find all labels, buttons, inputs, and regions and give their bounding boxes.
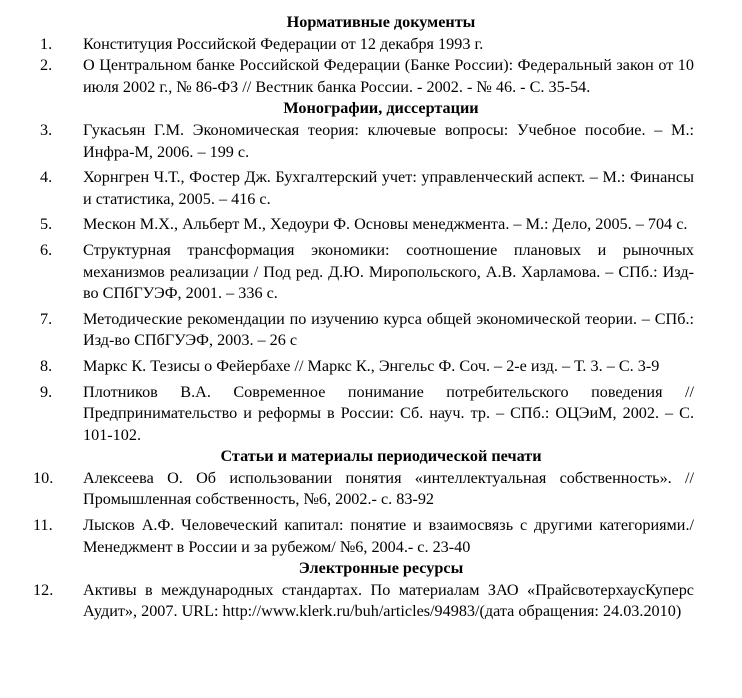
- section-heading: Статьи и материалы периодической печати: [220, 447, 542, 466]
- list-item: [0, 214, 742, 236]
- list-item: [0, 34, 742, 56]
- item-number: 3.: [40, 120, 53, 139]
- section-monographs: [0, 98, 742, 446]
- section-normative-documents: [0, 12, 742, 98]
- item-number: 11.: [33, 516, 53, 535]
- item-number: 9.: [40, 382, 53, 401]
- bibliography-document: [0, 12, 742, 623]
- item-text: Конституция Российской Федерации от 12 декабря 1993 г.: [83, 34, 484, 53]
- item-text: Методические рекомендации по изучению курса общей экономической теории. – СПб.: Изд-во СПбГУЭФ, 2003. – 26 с: [83, 309, 694, 350]
- list-item: [0, 55, 742, 98]
- item-text: Плотников В.А. Современное понимание потребительского поведения // Предпринимательство и реформы в России: Сб. науч. тр. – СПб.: ОЦЭиМ, 2002. – С. 101-102.: [83, 382, 694, 444]
- list-item: [0, 382, 742, 447]
- item-text: Гукасьян Г.М. Экономическая теория: ключевые вопросы: Учебное пособие. – М.: Инфра-М, 2006. – 199 с.: [83, 120, 694, 161]
- item-number: 7.: [40, 309, 53, 328]
- section-electronic-resources: [0, 558, 742, 623]
- item-text: Активы в международных стандартах. По материалам ЗАО «ПрайсвотерхаусКуперс Аудит», 2007. URL: http://www.klerk.ru/buh/articles/94983/(дата обращения: 24.03.2010): [83, 580, 694, 621]
- item-number: 4.: [40, 168, 53, 187]
- item-text: Мескон М.Х., Альберт М., Хедоури Ф. Основы менеджмента. – М.: Дело, 2005. – 704 с.: [83, 215, 688, 234]
- item-text: Маркс К. Тезисы о Фейербахе // Маркс К., Энгельс Ф. Соч. – 2-е изд. – Т. 3. – С. 3-9: [83, 356, 660, 375]
- item-number: 10.: [33, 468, 54, 487]
- section-periodicals: [0, 446, 742, 558]
- item-text: Структурная трансформация экономики: соотношение плановых и рыночных механизмов реализации / Под ред. Д.Ю. Миропольского, А.В. Харламова. – СПб.: Изд-во СПбГУЭФ, 2001. – 336 с.: [83, 240, 694, 303]
- list-item: [0, 580, 742, 623]
- item-number: 8.: [40, 356, 53, 375]
- item-text: Хорнгрен Ч.Т., Фостер Дж. Бухгалтерский учет: управленческий аспект. – М.: Финансы и статистика, 2005. – 416 с.: [83, 168, 694, 208]
- list-item: [0, 468, 742, 511]
- section-heading: Монографии, диссертации: [283, 99, 479, 118]
- item-text: Лысков А.Ф. Человеческий капитал: понятие и взаимосвязь с другими категориями./ Менеджмент в России и за рубежом/ №6, 2004.- с. 23-40: [83, 516, 694, 556]
- item-number: 2.: [40, 56, 53, 75]
- item-number: 5.: [40, 215, 53, 234]
- list-item: [0, 240, 742, 305]
- item-text: О Центральном банке Российской Федерации (Банке России): Федеральный закон от 10 июля 2002 г., № 86-ФЗ // Вестник банка России. - 2002. - № 46. - С. 35-54.: [83, 56, 694, 96]
- item-number: 12.: [33, 580, 54, 599]
- list-item: [0, 515, 742, 558]
- item-number: 1.: [40, 34, 53, 53]
- item-number: 6.: [40, 240, 53, 259]
- section-heading: Нормативные документы: [286, 13, 476, 31]
- list-item: [0, 309, 742, 352]
- section-heading: Электронные ресурсы: [298, 559, 464, 578]
- list-item: [0, 120, 742, 163]
- list-item: [0, 167, 742, 210]
- list-item: [0, 356, 742, 378]
- item-text: Алексеева О. Об использовании понятия «интеллектуальная собственность». // Промышленная собственность, №6, 2002.- с. 83-92: [83, 468, 694, 509]
